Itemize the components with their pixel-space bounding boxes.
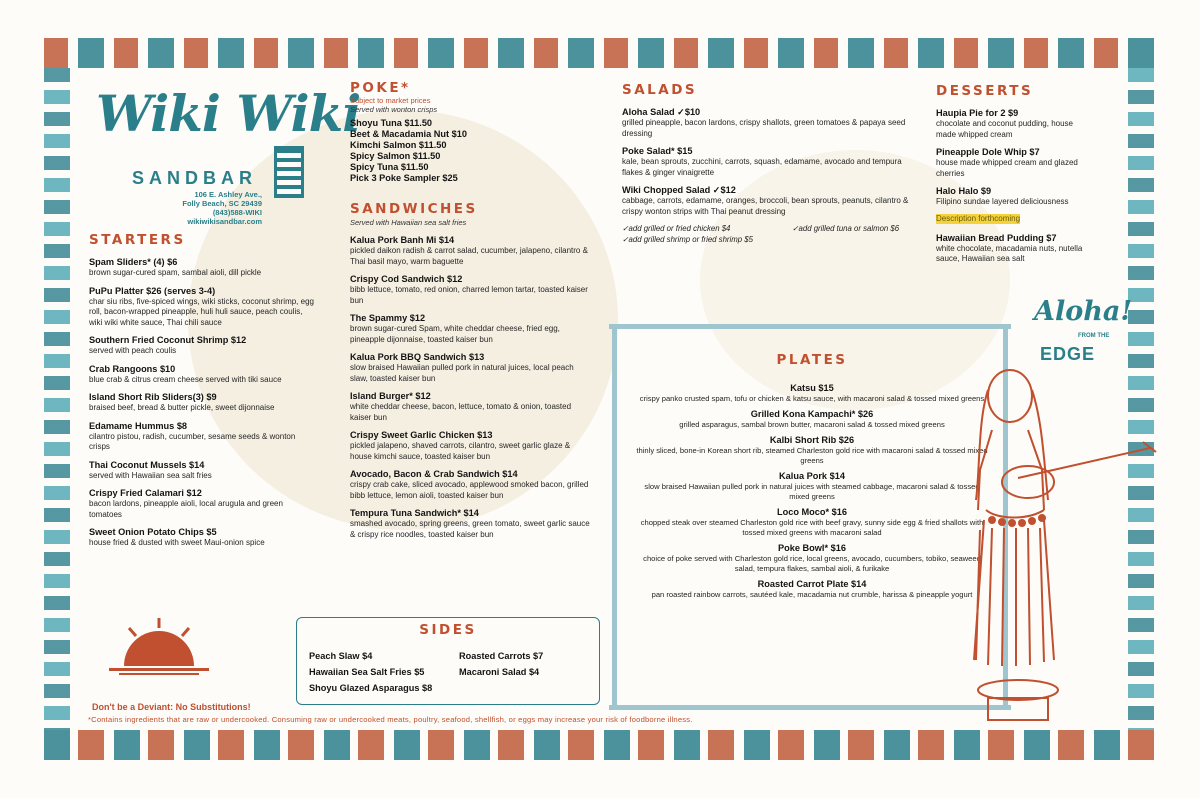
addon-option (792, 234, 922, 245)
item-description: pickled jalapeno, shaved carrots, cilantro, sweet garlic glaze & house kimchi sauce, toasted kaiser bun (350, 441, 571, 461)
item-description: chocolate and coconut pudding, house made whipped cream (936, 119, 1073, 139)
item-description: grilled asparagus, sambal brown butter, macaroni salad & tossed mixed greens (679, 420, 945, 429)
menu-item (936, 107, 1086, 140)
sides-list (309, 650, 599, 695)
logo-wordmark: Wiki Wiki (96, 84, 361, 143)
item-name: Crab Rangoons $10 (89, 363, 176, 374)
allergy-disclaimer: *Contains ingredients that are raw or undercooked. Consuming raw or undercooked meats, poultry, seafood, shellfish, or eggs may increase your risk of foodborne illness. (88, 715, 693, 724)
sides-section (296, 617, 600, 705)
poke-item: Shoyu Tuna $11.50 (350, 118, 433, 128)
item-name: PuPu Platter $26 (serves 3-4) (89, 285, 216, 296)
desserts-heading: DESSERTS (936, 83, 1034, 99)
poke-item: Spicy Tuna $11.50 (350, 162, 429, 172)
address-line: Folly Beach, SC 29439 (182, 199, 262, 208)
poke-item: Spicy Salmon $11.50 (350, 151, 441, 161)
menu-item (636, 578, 988, 600)
menu-item (936, 185, 1086, 226)
item-name: Edamame Hummus $8 (89, 420, 188, 431)
item-name: Poke Salad* $15 (622, 146, 693, 156)
item-description: white chocolate, macadamia nuts, nutella sauce, Hawaiian sea salt (936, 243, 1083, 263)
item-name: Kalua Pork Banh Mi $14 (350, 235, 455, 245)
left-border-band (44, 68, 70, 730)
item-description: slow braised Hawaiian pulled pork in natural juices, local peach slaw, toasted kaiser bun (350, 363, 574, 383)
menu-item (350, 468, 590, 501)
item-name: Pineapple Dole Whip $7 (936, 147, 1040, 157)
item-name: Poke Bowl* $16 (778, 543, 846, 553)
item-name: Sweet Onion Potato Chips $5 (89, 527, 217, 537)
address-block (168, 190, 262, 226)
item-description: house fried & dusted with sweet Maui-onion spice (89, 538, 265, 547)
item-description: thinly sliced, bone-in Korean short rib, steamed Charleston gold rice with macaroni salad & tossed mixed greens (636, 446, 988, 465)
item-description: served with Hawaiian sea salt fries (89, 470, 212, 480)
item-name: Spam Sliders* (4) $6 (89, 257, 178, 267)
side-item: Hawaiian Sea Salt Fries $5 (309, 667, 425, 677)
item-name: The Spammy $12 (350, 313, 426, 323)
menu-item (936, 232, 1086, 265)
item-description: Filipino sundae layered deliciousness (936, 197, 1069, 206)
item-name: Avocado, Bacon & Crab Sandwich $14 (350, 469, 518, 479)
item-name: Southern Fried Coconut Shrimp $12 (89, 335, 247, 345)
menu-item (89, 391, 317, 414)
plates-section (636, 352, 988, 604)
poke-served-note: Served with wonton crisps (350, 105, 438, 114)
addon-option: ✓add grilled shrimp or fried shrimp $5 (622, 235, 753, 244)
item-description: pickled daikon radish & carrot salad, cucumber, jalapeno, cilantro & Thai basil mayo, warm baguette (350, 246, 588, 266)
menu-item (350, 429, 590, 462)
item-description: brown sugar-cured Spam, white cheddar cheese, fried egg, pineapple dijonnaise, toasted kaiser bun (350, 324, 560, 344)
menu-item (89, 487, 317, 520)
item-description: bacon lardons, pineapple aioli, local arugula and green tomatoes (89, 499, 283, 519)
item-name: Tempura Tuna Sandwich* $14 (350, 508, 479, 518)
sandwiches-note: Served with Hawaiian sea salt fries (350, 218, 467, 227)
side-item: Roasted Carrots $7 (459, 651, 544, 661)
edge-wordmark: EDGE (1040, 344, 1096, 364)
item-name: Island Burger* $12 (350, 391, 431, 401)
item-name: Aloha Salad ✓$10 (622, 107, 701, 117)
item-name: Island Short Rib Sliders(3) $9 (89, 392, 217, 402)
item-description: chopped steak over steamed Charleston gold rice with beef gravy, sunny side egg & fried shallots with tossed mixed greens with macaroni salad (640, 518, 984, 537)
item-description: crispy panko crusted spam, tofu or chicken & katsu sauce, with macaroni salad & tossed mixed greens (639, 394, 985, 403)
item-description: house made whipped cream and glazed cherries (936, 158, 1078, 178)
aloha-script: Aloha! (1034, 296, 1133, 327)
hula-girl-illustration (958, 360, 1158, 732)
menu-item (936, 146, 1086, 179)
item-description: kale, bean sprouts, zucchini, carrots, squash, edamame, avocado and tempura flakes & ginger vinaigrette (622, 157, 902, 177)
poke-list (350, 118, 590, 184)
salads-heading: SALADS (622, 82, 698, 98)
item-name: Wiki Chopped Salad ✓$12 (622, 185, 736, 195)
item-name: Kalua Pork BBQ Sandwich $13 (350, 352, 485, 362)
bottom-border-band (44, 730, 1154, 760)
item-name: Haupia Pie for 2 $9 (936, 108, 1019, 118)
menu-item (350, 273, 590, 306)
poke-item: Beet & Macadamia Nut $10 (350, 129, 467, 139)
phone-line: (843)588-WIKI (212, 208, 262, 217)
item-description: pan roasted rainbow carrots, sautéed kale, macadamia nut crumble, harissa & pineapple yogurt (651, 590, 973, 599)
item-name: Grilled Kona Kampachi* $26 (750, 409, 874, 419)
menu-item (89, 459, 317, 482)
addon-option: ✓add grilled or fried chicken $4 (622, 224, 731, 233)
address-line: 106 E. Ashley Ave., (194, 190, 262, 199)
menu-item (89, 334, 317, 357)
starters-section (89, 232, 317, 555)
menu-item (622, 145, 912, 178)
item-name: Crispy Sweet Garlic Chicken $13 (350, 430, 493, 440)
item-name: Halo Halo $9 (936, 186, 992, 196)
menu-item (622, 184, 912, 217)
sunset-illustration (104, 616, 214, 676)
salads-section (622, 82, 912, 245)
poke-market-note: Subject to market prices (350, 96, 431, 105)
item-name: Loco Moco* $16 (777, 507, 847, 517)
logo-subtitle: SANDBAR (132, 168, 257, 188)
item-name: Thai Coconut Mussels $14 (89, 459, 205, 470)
poke-section (350, 80, 590, 184)
plates-heading: PLATES (776, 352, 848, 368)
menu-item (350, 351, 590, 384)
sides-heading: SIDES (419, 622, 477, 638)
menu-item (350, 507, 590, 540)
item-name: Roasted Carrot Plate $14 (757, 579, 867, 589)
item-description: served with peach coulis (89, 346, 177, 355)
highlight-note: Description forthcoming (936, 213, 1021, 223)
tiki-icon (274, 146, 304, 198)
poke-heading: POKE* (350, 80, 411, 96)
item-description: cilantro pistou, radish, cucumber, sesame seeds & wonton crisps (89, 431, 296, 451)
menu-item (89, 526, 317, 549)
item-description: white cheddar cheese, bacon, lettuce, tomato & onion, toasted kaiser bun (350, 402, 572, 422)
desserts-section (936, 83, 1086, 271)
item-description: blue crab & citrus cream cheese served with tiki sauce (89, 374, 282, 384)
menu-item (636, 434, 988, 466)
item-description: smashed avocado, spring greens, green tomato, sweet garlic sauce & crispy rice noodles, toasted kaiser bun (350, 519, 590, 539)
item-name: Hawaiian Bread Pudding $7 (936, 232, 1057, 243)
sandwiches-section (350, 201, 590, 546)
item-name: Katsu $15 (790, 383, 834, 393)
sandwiches-heading: SANDWICHES (350, 201, 478, 217)
side-item: Peach Slaw $4 (309, 651, 373, 661)
item-description: braised beef, bread & butter pickle, sweet dijonnaise (89, 403, 275, 412)
item-name: Crispy Fried Calamari $12 (89, 488, 202, 498)
salad-addons (622, 223, 912, 245)
menu-item (350, 234, 590, 267)
website-line: wikiwikisandbar.com (187, 217, 262, 226)
top-border-band (44, 38, 1154, 68)
menu-item (89, 285, 317, 329)
menu-item (636, 408, 988, 430)
item-name: Kalua Pork $14 (779, 471, 845, 481)
item-name: Kalbi Short Rib $26 (769, 435, 855, 445)
poke-item: Pick 3 Poke Sampler $25 (350, 173, 458, 183)
menu-item (636, 382, 988, 404)
menu-item (350, 390, 590, 423)
item-description: grilled pineapple, bacon lardons, crispy shallots, green tomatoes & papaya seed dressing (622, 118, 906, 138)
menu-item (350, 312, 590, 345)
menu-item (89, 363, 317, 386)
side-item: Shoyu Glazed Asparagus $8 (309, 683, 433, 693)
item-description: crispy crab cake, sliced avocado, applewood smoked bacon, grilled bibb lettuce, lemon aioli, toasted kaiser bun (350, 480, 589, 500)
menu-item (636, 470, 988, 502)
item-description: bibb lettuce, tomato, red onion, charred lemon tartar, toasted kaiser bun (350, 285, 588, 305)
menu-item (636, 542, 988, 574)
item-description: brown sugar-cured spam, sambal aioli, dill pickle (89, 268, 262, 277)
item-name: Crispy Cod Sandwich $12 (350, 274, 463, 284)
poke-item: Kimchi Salmon $11.50 (350, 140, 447, 150)
item-description: cabbage, carrots, edamame, oranges, broccoli, bean sprouts, peanuts, cilantro & crispy wonton strips with Thai peanut dressing (622, 196, 909, 216)
starters-heading: STARTERS (89, 232, 186, 248)
item-description: slow braised Hawaiian pulled pork in natural juices with steamed cabbage, macaroni salad & tossed mixed greens (644, 482, 980, 501)
addon-option: ✓add grilled tuna or salmon $6 (792, 224, 900, 233)
from-the-label: FROM THE (1078, 333, 1110, 339)
item-description: char siu ribs, five-spiced wings, wiki sticks, coconut shrimp, egg roll, bacon-wrapped pineapple, huli huli sauce, peach coulis, wiki wiki white sauce, Thai chili sauce (89, 296, 314, 327)
menu-item (89, 420, 317, 453)
item-description: choice of poke served with Charleston gold rice, local greens, avocado, cucumbers, tobiko, seaweed salad, tempura flakes, sambal aioli, & furikake (643, 554, 981, 573)
menu-item (622, 106, 912, 139)
menu-item (89, 256, 317, 279)
side-item: Macaroni Salad $4 (459, 667, 540, 677)
no-substitutions-note: Don't be a Deviant: No Substitutions! (92, 702, 251, 712)
menu-item (636, 506, 988, 538)
